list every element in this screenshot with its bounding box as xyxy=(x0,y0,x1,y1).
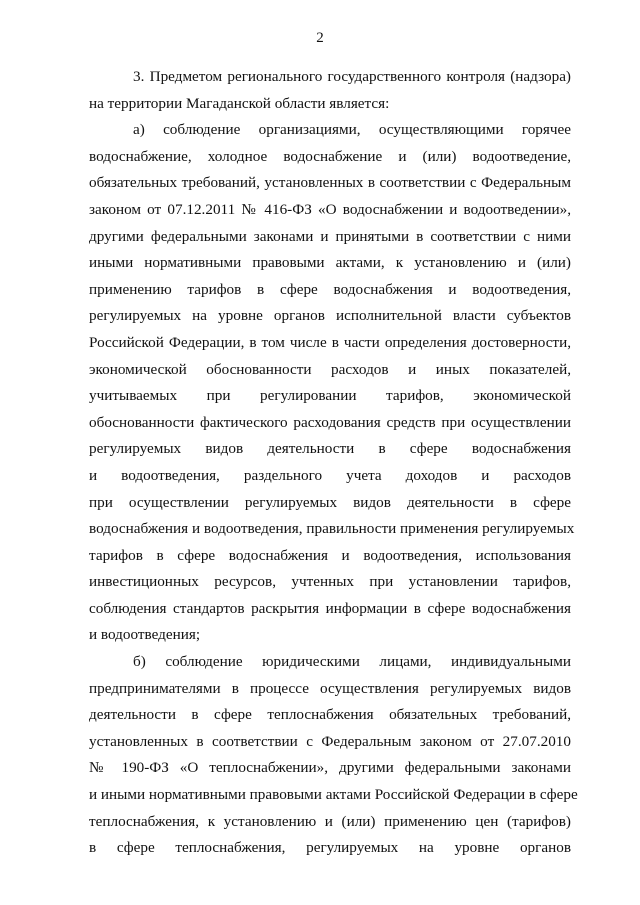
text-line: теплоснабжения, к установлению и (или) применению цен (тарифов) xyxy=(89,812,571,830)
text-line: водоснабжение, холодное водоснабжение и (или) водоотведение, xyxy=(89,147,571,165)
text-line: установленных в соответствии с Федеральным законом от 27.07.2010 xyxy=(89,732,571,750)
text-line: водоснабжения и водоотведения, правильности применения регулируемых xyxy=(89,520,575,538)
text-line: обоснованности фактического расходования средств при осуществлении xyxy=(89,413,571,431)
text-line: учитываемых при регулировании тарифов, экономической xyxy=(89,387,571,405)
document-body xyxy=(89,64,578,862)
text-line: законом от 07.12.2011 № 416-ФЗ «О водоснабжении и водоотведении», xyxy=(89,200,571,218)
text-line: инвестиционных ресурсов, учтенных при установлении тарифов, xyxy=(89,573,571,591)
text-line: на территории Магаданской области является: xyxy=(89,94,390,112)
text-line: регулируемых на уровне органов исполнительной власти субъектов xyxy=(89,307,571,325)
text-line: а) соблюдение организациями, осуществляющими горячее xyxy=(133,121,571,139)
text-line: Российской Федерации, в том числе в части определения достоверности, xyxy=(89,333,571,351)
text-line: деятельности в сфере теплоснабжения обязательных требований, xyxy=(89,706,571,724)
text-line: другими федеральными законами и принятыми в соответствии с ними xyxy=(89,227,571,245)
text-line: б) соблюдение юридическими лицами, индивидуальными xyxy=(133,653,571,671)
text-line: соблюдения стандартов раскрытия информации в сфере водоснабжения xyxy=(89,599,571,617)
text-line: и иными нормативными правовыми актами Российской Федерации в сфере xyxy=(89,786,578,804)
text-line: экономической обоснованности расходов и иных показателей, xyxy=(89,360,571,378)
text-line: регулируемых видов деятельности в сфере водоснабжения xyxy=(89,440,571,458)
page-number: 2 xyxy=(316,30,324,46)
text-line: и водоотведения, раздельного учета доходов и расходов xyxy=(89,466,571,484)
text-line: № 190-ФЗ «О теплоснабжении», другими федеральными законами xyxy=(89,759,571,777)
text-line: применению тарифов в сфере водоснабжения и водоотведения, xyxy=(89,280,571,298)
text-line: в сфере теплоснабжения, регулируемых на уровне органов xyxy=(89,839,571,857)
text-line: предпринимателями в процессе осуществления регулируемых видов xyxy=(89,679,571,697)
text-line: тарифов в сфере водоснабжения и водоотведения, использования xyxy=(89,546,571,564)
text-line: обязательных требований, установленных в соответствии с Федеральным xyxy=(89,174,571,192)
text-line: при осуществлении регулируемых видов деятельности в сфере xyxy=(89,493,571,511)
text-line: и водоотведения; xyxy=(89,626,201,644)
text-line: 3. Предметом регионального государственного контроля (надзора) xyxy=(133,68,571,85)
text-line: иными нормативными правовыми актами, к установлению и (или) xyxy=(89,254,571,272)
